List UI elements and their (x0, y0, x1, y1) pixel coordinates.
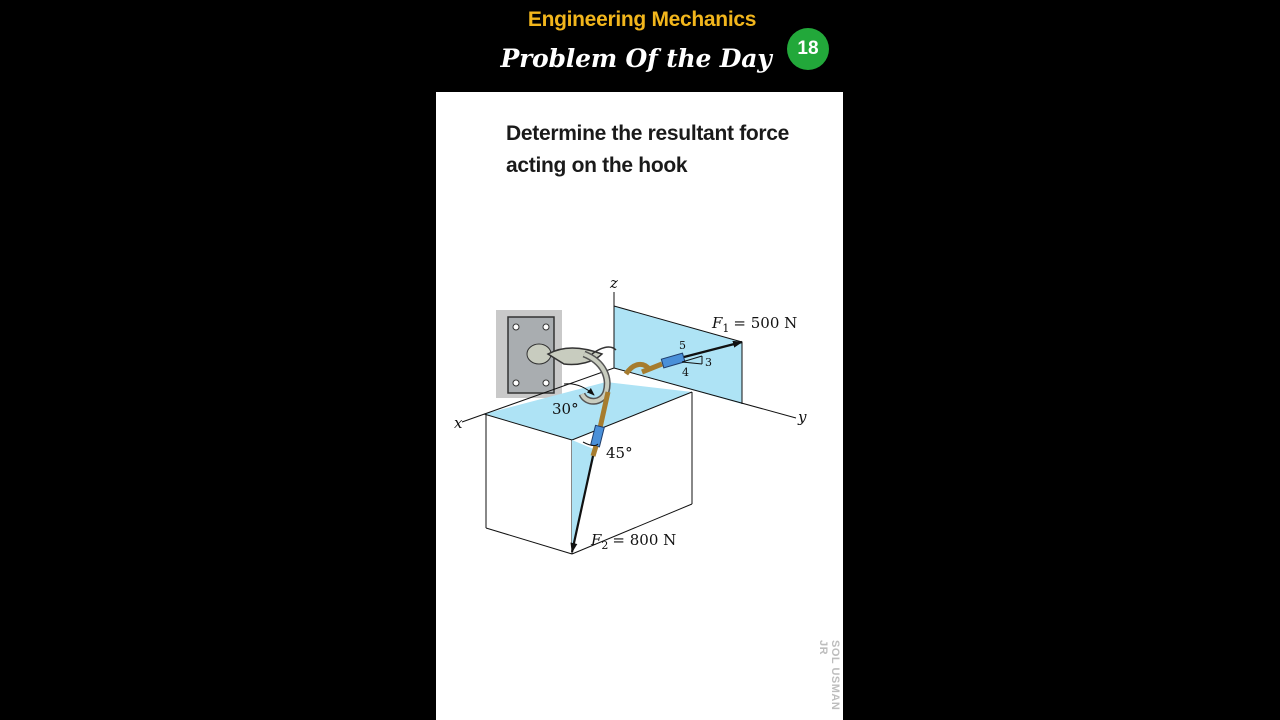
series-subtitle: Problem Of the Day (500, 44, 772, 73)
slope-rise: 3 (705, 356, 712, 369)
y-axis-label: y (798, 408, 807, 426)
z-axis-label: z (610, 274, 618, 292)
slope-run: 4 (682, 366, 689, 379)
series-title: Engineering Mechanics (527, 8, 757, 31)
angle-45-label: 45° (606, 444, 633, 462)
problem-number-badge: 18 (787, 28, 829, 70)
f2-label: $F_2 = 800$ N (591, 531, 677, 552)
wall-bracket (508, 317, 554, 393)
problem-question: Determine the resultant force acting on the hook (506, 122, 790, 177)
angle-30-label: 30° (552, 400, 579, 418)
force-diagram (436, 92, 843, 720)
x-axis-label: x (454, 414, 463, 432)
slope-hypotenuse: 5 (679, 339, 686, 352)
problem-card (436, 92, 843, 720)
watermark: SOL USMAN JR (817, 640, 841, 711)
f1-label: $F_1 = 500$ N (712, 314, 798, 335)
